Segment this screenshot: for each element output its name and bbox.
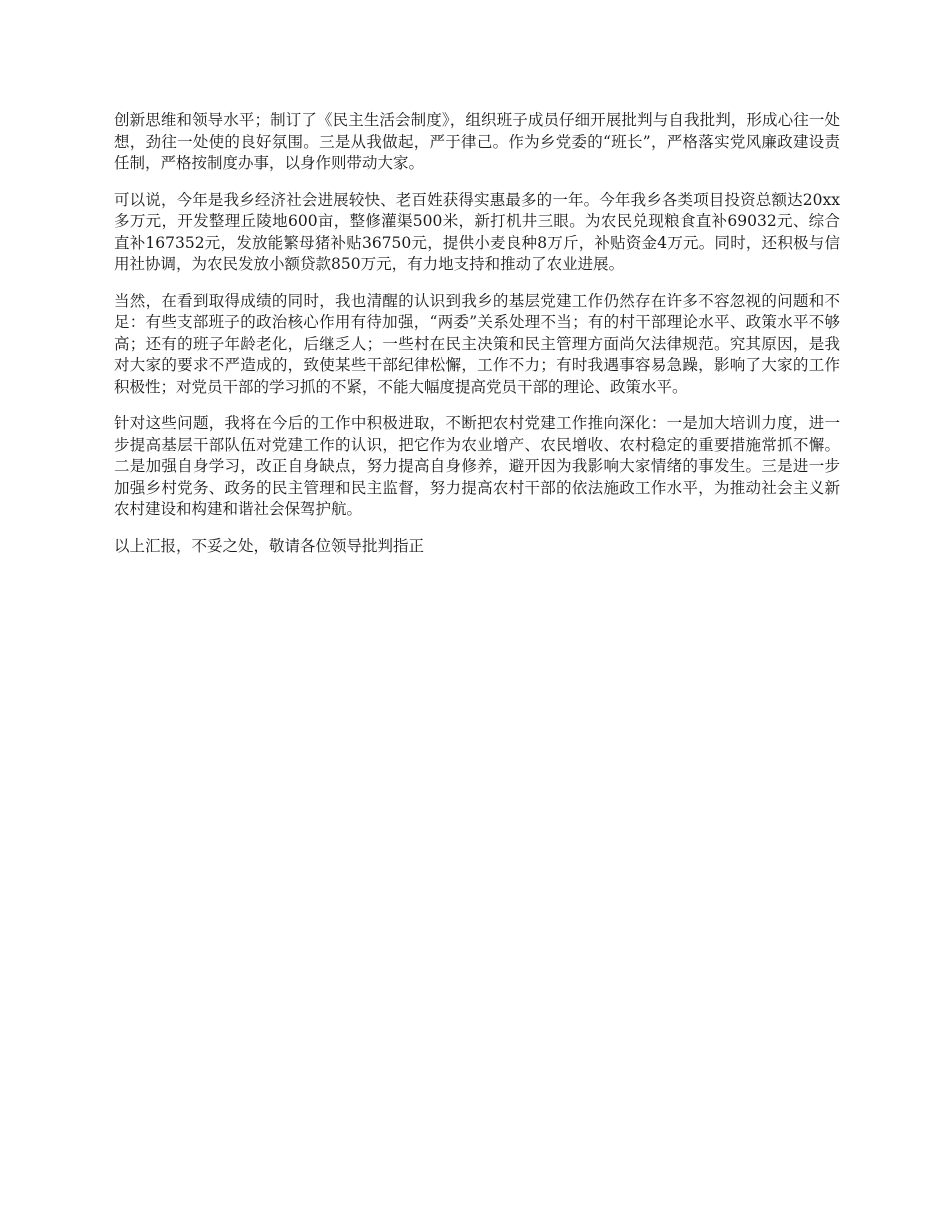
paragraph-3: 当然，在看到取得成绩的同时，我也清醒的认识到我乡的基层党建工作仍然存在许多不容忽视的问题和不足：有些支部班子的政治核心作用有待加强，“两委”关系处理不当；有的村干部理论水平、政策水平不够高；还有的班子年龄老化，后继乏人；一些村在民主决策和民主管理方面尚欠法律规范。究其原因，是我对大家的要求不严造成的，致使某些干部纪律松懈，工作不力；有时我遇事容易急躁，影响了大家的工作积极性；对党员干部的学习抓的不紧，不能大幅度提高党员干部的理论、政策水平。 [114,291,840,396]
paragraph-5: 以上汇报，不妥之处，敬请各位领导批判指正 [114,536,425,555]
paragraph-2: 可以说，今年是我乡经济社会进展较快、老百姓获得实惠最多的一年。今年我乡各类项目投资总额达20xx多万元，开发整理丘陵地600亩，整修灌渠500米，新打机井三眼。为农民兑现粮食直补69032元、综合直补167352元，发放能繁母猪补贴36750元，提供小麦良种8万斤，补贴资金4万元。同时，还积极与信用社协调，为农民发放小额贷款850万元，有力地支持和推动了农业进展。 [114,190,840,273]
paragraph-4: 针对这些问题，我将在今后的工作中积极进取，不断把农村党建工作推向深化：一是加大培训力度，进一步提高基层干部队伍对党建工作的认识，把它作为农业增产、农民增收、农村稳定的重要措施常抓不懈。二是加强自身学习，改正自身缺点，努力提高自身修养，避开因为我影响大家情绪的事发生。三是进一步加强乡村党务、政务的民主管理和民主监督，努力提高农村干部的依法施政工作水平，为推动社会主义新农村建设和构建和谐社会保驾护航。 [114,414,840,518]
document-body [114,110,840,572]
paragraph-1: 创新思维和领导水平；制订了《民主生活会制度》，组织班子成员仔细开展批判与自我批判，形成心往一处想，劲往一处使的良好氛围。三是从我做起，严于律己。作为乡党委的“班长”，严格落实党风廉政建设责任制，严格按制度办事，以身作则带动大家。 [114,111,840,172]
